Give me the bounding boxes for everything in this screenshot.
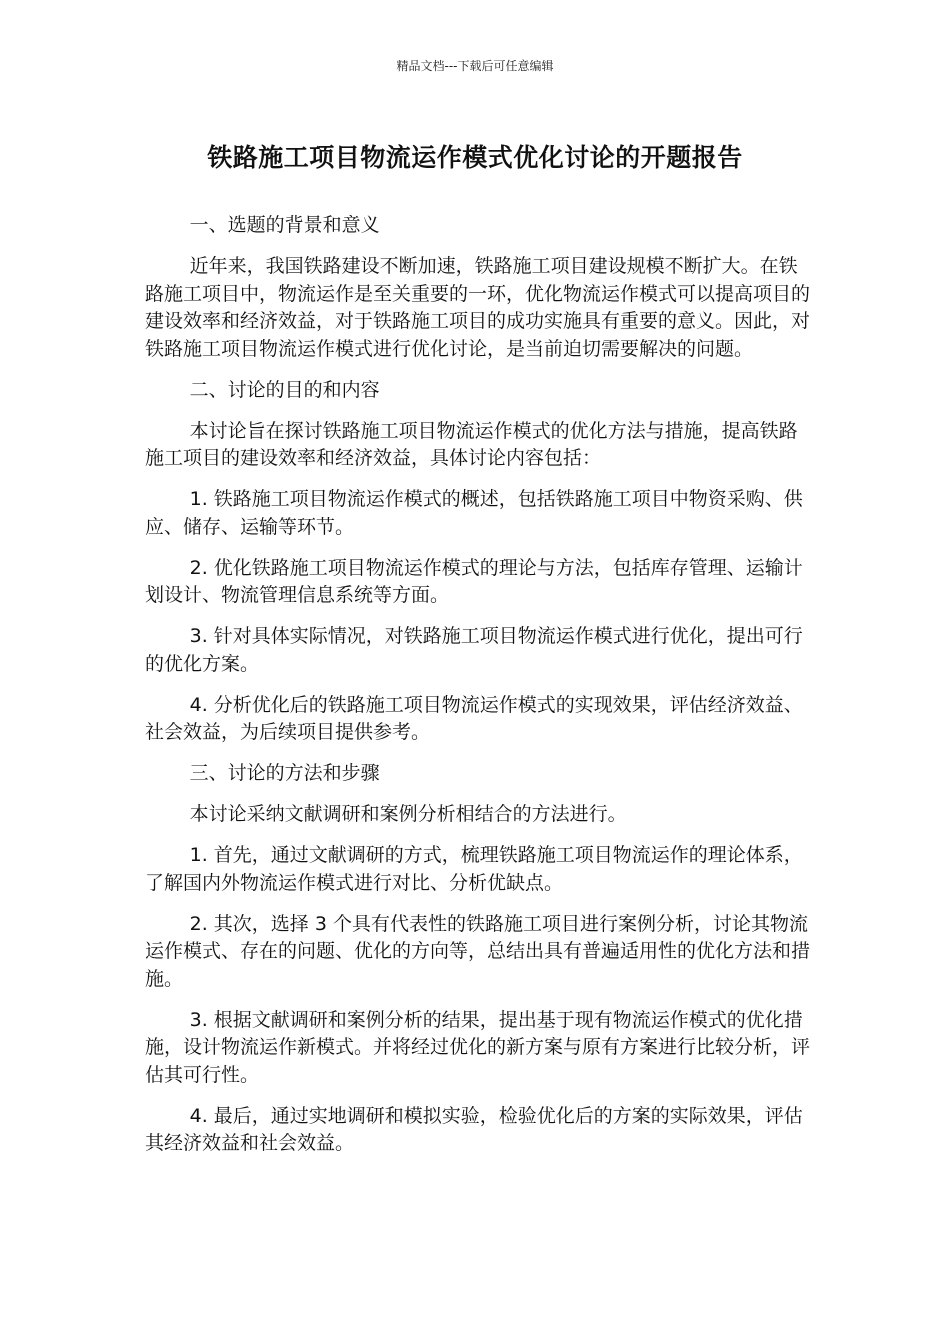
paragraph-background: 近年来，我国铁路建设不断加速，铁路施工项目建设规模不断扩大。在铁路施工项目中，物流运作是至关重要的一环，优化物流运作模式可以提高项目的建设效率和经济效益，对于铁路施工项目的成功实施具有重要的意义。因此，对铁路施工项目物流运作模式进行优化讨论，是当前迫切需要解决的问题。 <box>145 255 811 360</box>
list-item-content-1: 1. 铁路施工项目物流运作模式的概述，包括铁路施工项目中物资采购、供应、储存、运输等环节。 <box>145 488 803 538</box>
section-heading-background: 一、选题的背景和意义 <box>189 214 380 236</box>
list-item-step-2: 2. 其次，选择 3 个具有代表性的铁路施工项目进行案例分析，讨论其物流运作模式、存在的问题、优化的方向等，总结出具有普遍适用性的优化方法和措施。 <box>145 912 811 990</box>
document-body <box>145 212 810 1171</box>
list-item-step-1: 1. 首先，通过文献调研的方式，梳理铁路施工项目物流运作的理论体系，了解国内外物流运作模式进行对比、分析优缺点。 <box>145 844 803 894</box>
document-title: 铁路施工项目物流运作模式优化讨论的开题报告 <box>207 143 743 172</box>
header-note: 精品文档---下载后可任意编辑 <box>396 59 554 73</box>
section-heading-method: 三、讨论的方法和步骤 <box>189 762 380 784</box>
paragraph-purpose: 本讨论旨在探讨铁路施工项目物流运作模式的优化方法与措施，提高铁路施工项目的建设效率和经济效益，具体讨论内容包括： <box>145 419 798 469</box>
paragraph-method: 本讨论采纳文献调研和案例分析相结合的方法进行。 <box>189 803 627 825</box>
section-heading-purpose: 二、讨论的目的和内容 <box>189 378 380 401</box>
list-item-step-4: 4. 最后，通过实地调研和模拟实验，检验优化后的方案的实际效果，评估其经济效益和社会效益。 <box>145 1104 803 1154</box>
list-item-content-3: 3. 针对具体实际情况，对铁路施工项目物流运作模式进行优化，提出可行的优化方案。 <box>145 625 803 675</box>
list-item-content-4: 4. 分析优化后的铁路施工项目物流运作模式的实现效果，评估经济效益、社会效益，为后续项目提供参考。 <box>145 693 803 743</box>
list-item-content-2: 2. 优化铁路施工项目物流运作模式的理论与方法，包括库存管理、运输计划设计、物流管理信息系统等方面。 <box>145 556 803 606</box>
list-item-step-3: 3. 根据文献调研和案例分析的结果，提出基于现有物流运作模式的优化措施，设计物流运作新模式。并将经过优化的新方案与原有方案进行比较分析，评估其可行性。 <box>145 1008 811 1086</box>
